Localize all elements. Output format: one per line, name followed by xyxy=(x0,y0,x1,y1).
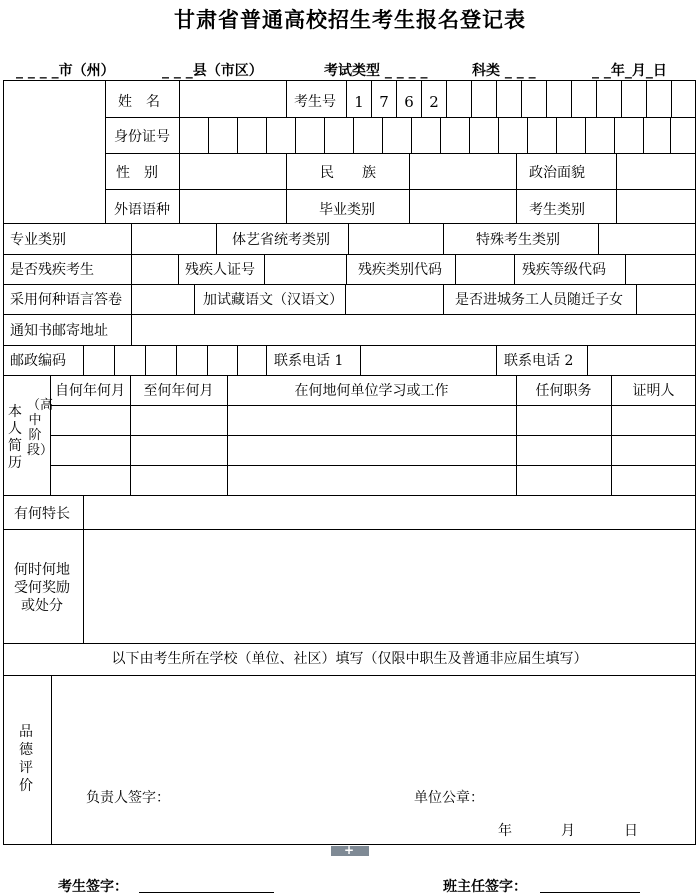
disabled-cert-label: 残疾人证号 xyxy=(185,262,255,278)
mailing-address-label: 通知书邮寄地址 xyxy=(10,323,108,339)
id-label: 身份证号 xyxy=(114,129,170,145)
postcode-label: 邮政编码 xyxy=(10,353,66,369)
responsible-signature-label: 负责人签字： xyxy=(86,790,170,806)
page-expand-tab[interactable] xyxy=(331,843,369,857)
disabled-level-label: 残疾等级代码 xyxy=(522,262,606,278)
header-exam-type: 考试类型 _ _ _ _ xyxy=(324,63,428,79)
disabled-label: 是否残疾考生 xyxy=(10,262,94,278)
specialty-label: 有何特长 xyxy=(14,506,70,522)
resume-col-witness: 证明人 xyxy=(632,383,675,399)
name-field[interactable] xyxy=(180,81,285,116)
tibetan-exam-label: 加试藏语文（汉语文） xyxy=(203,292,343,308)
graduation-type-label: 毕业类别 xyxy=(319,202,375,218)
gender-field[interactable] xyxy=(180,154,285,188)
awards-field[interactable] xyxy=(84,530,695,642)
form-table xyxy=(3,80,696,845)
exam-no-label: 考生号 xyxy=(294,94,336,110)
header-city: _ _ _ _市（州） xyxy=(16,63,115,79)
moral-evaluation-label: 品德评价 xyxy=(19,724,33,794)
resume-col-position: 任何职务 xyxy=(535,383,592,399)
resume-side-label: 本人简历 xyxy=(8,404,22,471)
resume-side-sub: （高中阶段） xyxy=(27,398,54,458)
unit-seal-label: 单位公章： xyxy=(414,790,484,806)
name-label: 姓 名 xyxy=(118,94,160,110)
resume-col-where: 在何地何单位学习或工作 xyxy=(294,383,449,399)
exam-no-digit-4: 2 xyxy=(429,93,439,111)
resume-col-from: 自何年何月 xyxy=(55,383,125,399)
phone1-label: 联系电话 1 xyxy=(274,353,344,369)
header-subject: 科类 _ _ _ xyxy=(472,63,536,79)
moral-month: 月 xyxy=(561,823,575,839)
politics-label: 政治面貌 xyxy=(529,165,585,181)
special-student-label: 特殊考生类别 xyxy=(476,232,560,248)
gender-label: 性 别 xyxy=(116,165,158,181)
student-signature-label: 考生签字： xyxy=(58,879,128,895)
awards-label: 何时何地受何奖励或处分 xyxy=(14,562,70,614)
teacher-signature-label: 班主任签字： xyxy=(443,879,527,895)
form-title: 甘肃省普通高校招生考生报名登记表 xyxy=(174,7,526,32)
major-type-label: 专业类别 xyxy=(10,232,66,248)
header-date: _ _年_月_日 xyxy=(592,63,667,79)
phone2-label: 联系电话 2 xyxy=(504,353,574,369)
disabled-code-label: 残疾类别代码 xyxy=(358,262,442,278)
resume-col-to: 至何年何月 xyxy=(143,383,214,399)
foreign-language-label: 外语语种 xyxy=(114,202,170,218)
specialty-field[interactable] xyxy=(84,496,695,528)
plus-icon: + xyxy=(344,843,355,857)
ethnicity-label: 民 族 xyxy=(320,165,376,181)
exam-no-digit-1: 1 xyxy=(354,93,364,111)
migrant-child-label: 是否进城务工人员随迁子女 xyxy=(455,292,623,308)
teacher-signature-line[interactable] xyxy=(540,892,640,893)
student-signature-line[interactable] xyxy=(139,892,274,893)
exam-no-digit-3: 6 xyxy=(404,93,414,111)
art-pe-type-label: 体艺省统考类别 xyxy=(232,232,330,248)
header-county: _ _ _县（市区） xyxy=(162,63,263,79)
school-fill-note: 以下由考生所在学校（单位、社区）填写（仅限中职生及普通非应届生填写） xyxy=(111,651,588,667)
student-type-label: 考生类别 xyxy=(529,202,585,218)
exam-no-digit-2: 7 xyxy=(379,93,389,111)
answer-language-label: 采用何种语言答卷 xyxy=(10,292,122,308)
moral-year: 年 xyxy=(498,823,512,839)
moral-day: 日 xyxy=(624,823,638,839)
